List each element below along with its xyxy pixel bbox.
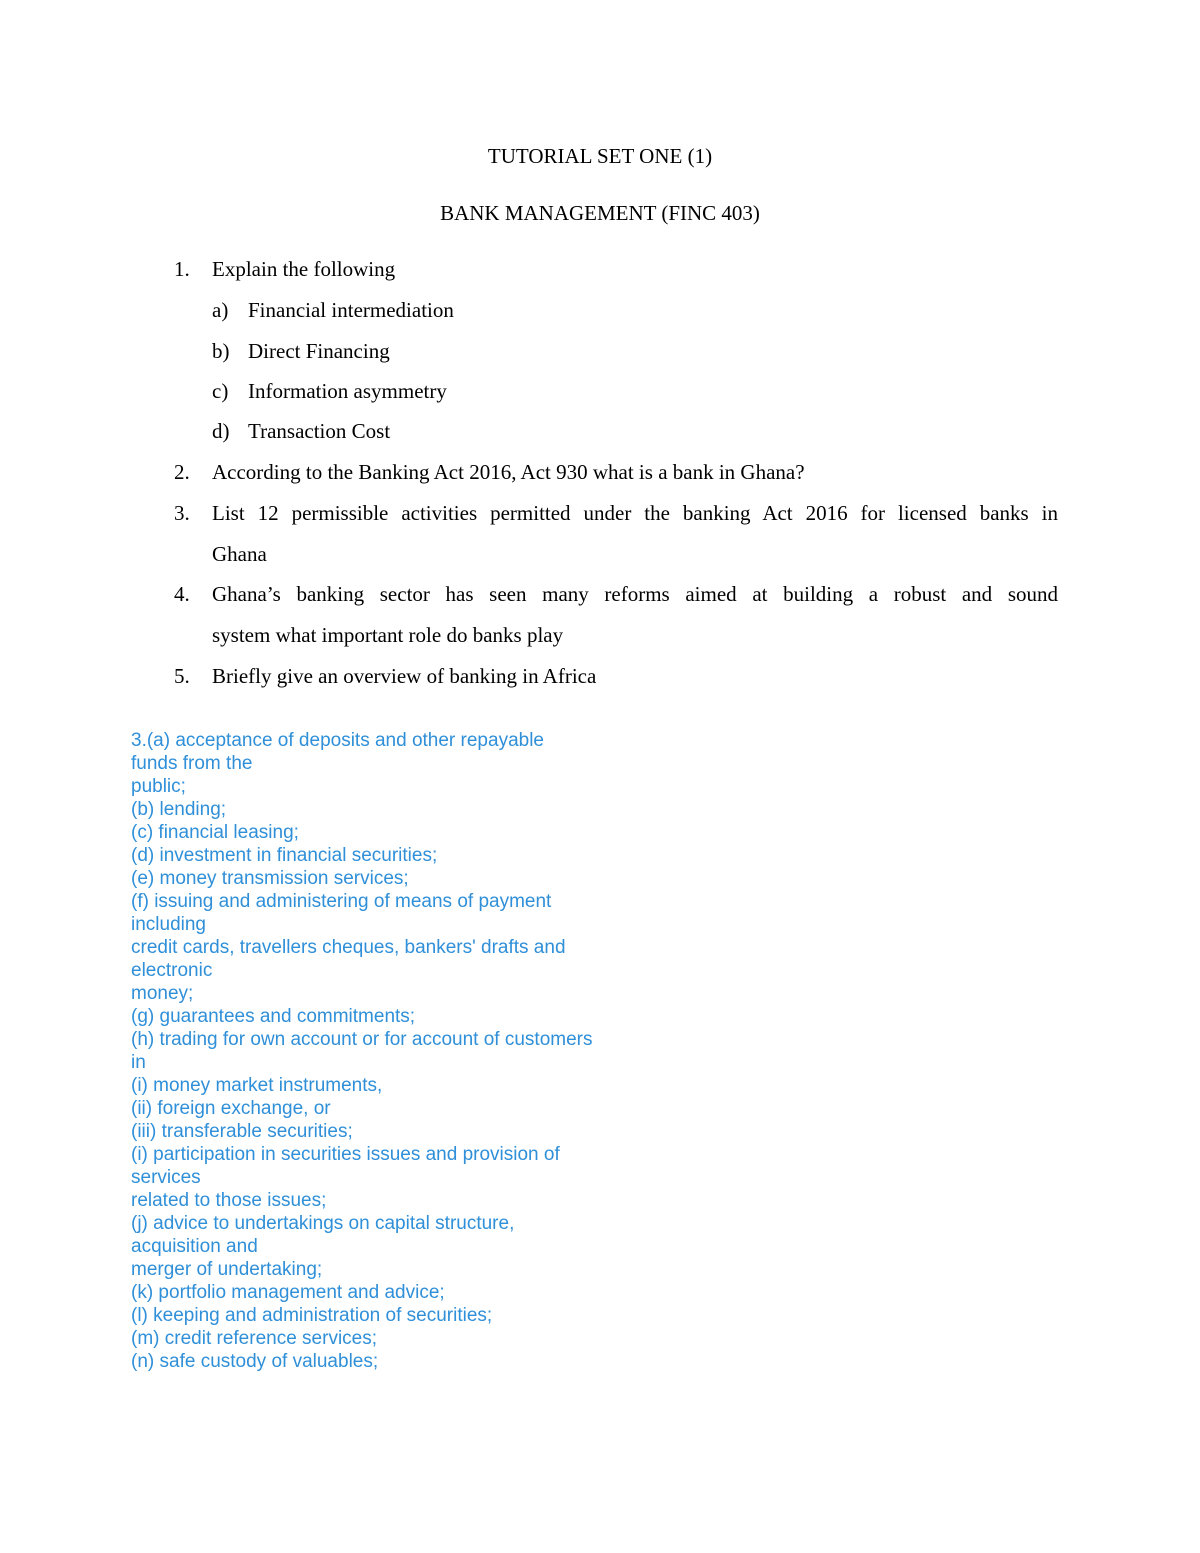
- question-text: List 12 permissible activities permitted under the banking Act 2016 for licensed banks in: [212, 501, 1058, 525]
- document-subtitle: BANK MANAGEMENT (FINC 403): [440, 201, 760, 225]
- question-number: 1.: [174, 257, 190, 281]
- subitem-letter: d): [212, 419, 230, 443]
- answer-line: (i) participation in securities issues and provision of: [131, 1144, 560, 1165]
- answer-line: services: [131, 1167, 201, 1188]
- answer-line: (c) financial leasing;: [131, 822, 299, 843]
- question-text: Ghana’s banking sector has seen many reforms aimed at building a robust and sound: [212, 582, 1058, 606]
- question-text: Briefly give an overview of banking in Africa: [212, 664, 597, 688]
- question-text-continuation: system what important role do banks play: [212, 623, 564, 647]
- answer-line: (b) lending;: [131, 799, 227, 820]
- answer-line: (l) keeping and administration of securities;: [131, 1305, 493, 1326]
- subitem-letter: c): [212, 379, 229, 403]
- answer-line: in: [131, 1052, 146, 1073]
- answer-line: (k) portfolio management and advice;: [131, 1282, 445, 1303]
- question-number: 2.: [174, 460, 190, 484]
- question-number: 4.: [174, 582, 190, 606]
- answer-line: (h) trading for own account or for account of customers: [131, 1029, 593, 1050]
- answer-line: related to those issues;: [131, 1190, 327, 1211]
- answer-line: (g) guarantees and commitments;: [131, 1006, 416, 1027]
- subitem-text: Financial intermediation: [248, 298, 454, 322]
- question-text: Explain the following: [212, 257, 396, 281]
- answer-line: (m) credit reference services;: [131, 1328, 378, 1349]
- question-number: 5.: [174, 664, 190, 688]
- subitem-text: Information asymmetry: [248, 379, 447, 403]
- answer-line: merger of undertaking;: [131, 1259, 323, 1280]
- answer-line: including: [131, 914, 206, 935]
- answer-line: (j) advice to undertakings on capital structure,: [131, 1213, 515, 1234]
- answer-line: (n) safe custody of valuables;: [131, 1351, 379, 1372]
- document-title: TUTORIAL SET ONE (1): [487, 144, 713, 168]
- answer-line: (d) investment in financial securities;: [131, 845, 438, 866]
- answer-line: 3.(a) acceptance of deposits and other repayable: [131, 730, 544, 751]
- question-text-continuation: Ghana: [212, 542, 267, 566]
- answer-line: money;: [131, 983, 194, 1004]
- answer-line: credit cards, travellers cheques, bankers' drafts and: [131, 937, 566, 958]
- question-text: According to the Banking Act 2016, Act 930 what is a bank in Ghana?: [212, 460, 805, 484]
- subitem-letter: b): [212, 339, 230, 363]
- answer-line: public;: [131, 776, 186, 797]
- subitem-text: Direct Financing: [248, 339, 390, 363]
- question-number: 3.: [174, 501, 190, 525]
- answer-line: (i) money market instruments,: [131, 1075, 383, 1096]
- answer-line: (ii) foreign exchange, or: [131, 1098, 331, 1119]
- answer-block: [131, 729, 691, 1373]
- answer-line: (iii) transferable securities;: [131, 1121, 353, 1142]
- answer-line: electronic: [131, 960, 213, 981]
- answer-line: (f) issuing and administering of means of payment: [131, 891, 552, 912]
- answer-line: (e) money transmission services;: [131, 868, 409, 889]
- answer-line: funds from the: [131, 753, 253, 774]
- subitem-letter: a): [212, 298, 229, 322]
- answer-line: acquisition and: [131, 1236, 258, 1257]
- subitem-text: Transaction Cost: [248, 419, 391, 443]
